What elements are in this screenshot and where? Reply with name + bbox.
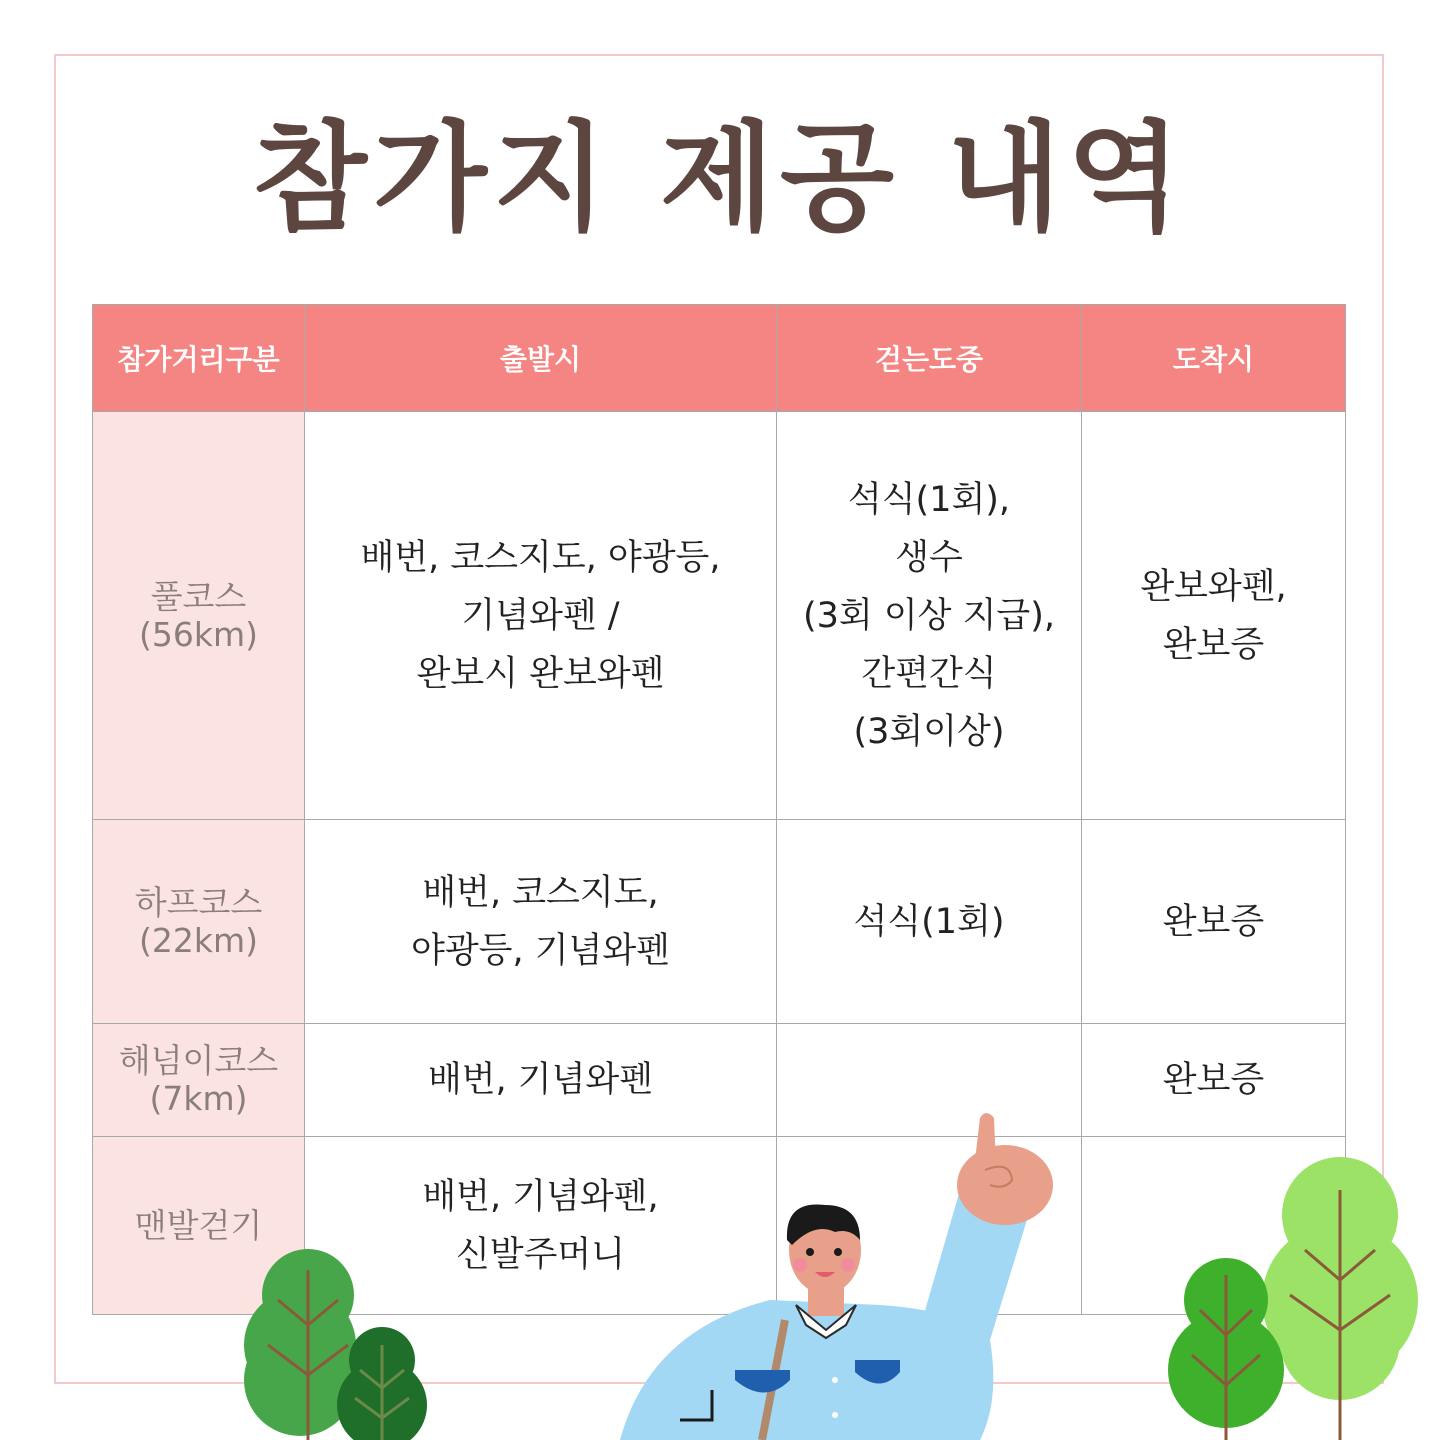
table-header-row bbox=[93, 305, 1346, 412]
cell-line: 생수 bbox=[895, 537, 963, 578]
course-name: 하프코스 bbox=[134, 882, 263, 922]
cell-line: 완보와펜, bbox=[1140, 566, 1287, 607]
header-start: 출발시 bbox=[305, 305, 777, 412]
course-name: 맨발걷기 bbox=[134, 1205, 263, 1245]
cell-line: 배번, 코스지도, bbox=[422, 872, 659, 913]
cell-line: 완보증 bbox=[1162, 1060, 1265, 1100]
course-distance: (7km) bbox=[149, 1079, 248, 1118]
course-name: 풀코스 bbox=[150, 576, 247, 616]
cell-line: 신발주머니 bbox=[455, 1234, 626, 1275]
course-cell bbox=[93, 412, 305, 820]
cell-line: 배번, 기념와펜 bbox=[427, 1060, 654, 1100]
course-distance: (22km) bbox=[139, 920, 258, 960]
cell-line: 석식(1회), bbox=[847, 479, 1011, 520]
cell-line: 배번, 기념와펜, bbox=[422, 1176, 659, 1217]
header-walking: 걷는도중 bbox=[777, 305, 1082, 412]
page-title: 참가지 제공 내역 bbox=[252, 109, 1188, 247]
course-cell bbox=[93, 1024, 305, 1137]
cell-line: 간편간식 bbox=[861, 653, 997, 694]
course-distance: (56km) bbox=[139, 614, 258, 654]
cell-line: 야광등, 기념와펜 bbox=[411, 930, 670, 971]
course-cell bbox=[93, 820, 305, 1024]
table-row bbox=[93, 412, 1346, 820]
cell-line: 배번, 코스지도, 야광등, bbox=[360, 537, 721, 578]
table-row bbox=[93, 1024, 1346, 1137]
walking-cell bbox=[777, 820, 1082, 1024]
start-cell bbox=[305, 820, 777, 1024]
cell-line: (3회 이상 지급), bbox=[802, 595, 1055, 636]
cell-line: 완보증 bbox=[1162, 624, 1265, 665]
start-cell bbox=[305, 412, 777, 820]
header-course: 참가거리구분 bbox=[93, 305, 305, 412]
provision-table bbox=[92, 304, 1346, 1315]
course-cell bbox=[93, 1137, 305, 1315]
cell-line: (3회이상) bbox=[853, 711, 1005, 752]
course-name: 해넘이코스 bbox=[118, 1041, 279, 1080]
cell-line: 완보시 완보와펜 bbox=[416, 653, 665, 694]
arrival-cell bbox=[1082, 1024, 1346, 1137]
header-arrival: 도착시 bbox=[1082, 305, 1346, 412]
start-cell bbox=[305, 1137, 777, 1315]
arrival-cell bbox=[1082, 412, 1346, 820]
cell-line: 완보증 bbox=[1162, 901, 1265, 942]
walking-cell bbox=[777, 1024, 1082, 1137]
cell-line: 기념와펜 / bbox=[461, 595, 620, 636]
walking-cell bbox=[777, 1137, 1082, 1315]
table-row bbox=[93, 820, 1346, 1024]
table-row bbox=[93, 1137, 1346, 1315]
walking-cell bbox=[777, 412, 1082, 820]
arrival-cell bbox=[1082, 1137, 1346, 1315]
arrival-cell bbox=[1082, 820, 1346, 1024]
cell-line: 석식(1회) bbox=[853, 901, 1005, 942]
start-cell bbox=[305, 1024, 777, 1137]
